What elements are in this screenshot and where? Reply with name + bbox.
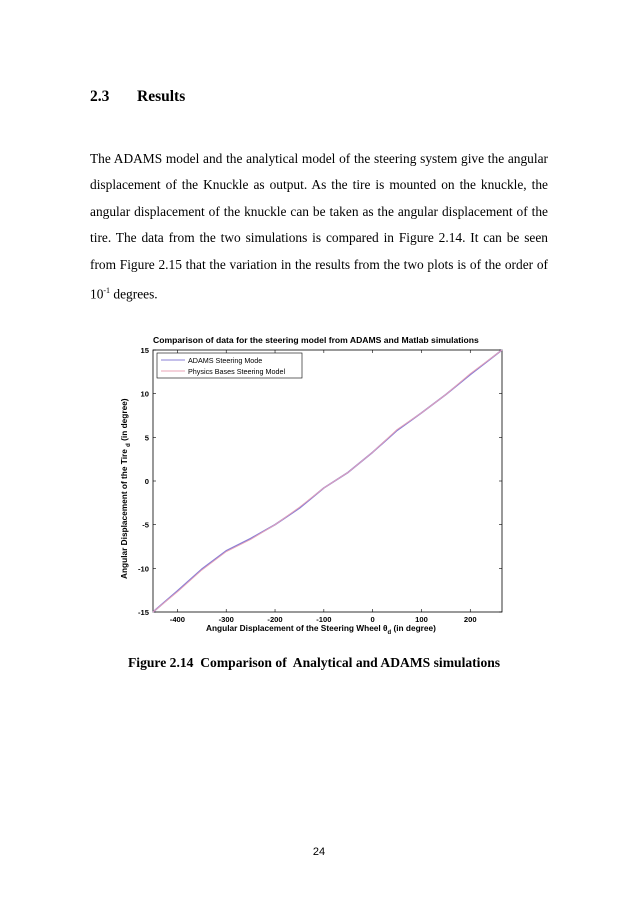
x-axis-label bbox=[206, 623, 436, 636]
legend-label-physics: Physics Bases Steering Model bbox=[188, 367, 286, 376]
y-tick-label: -15 bbox=[138, 608, 149, 617]
x-axis-label-suffix: (in degree) bbox=[391, 623, 436, 633]
body-paragraph bbox=[90, 146, 548, 308]
svg-text:Angular Displacement of the St bbox=[206, 623, 436, 636]
chart-title: Comparison of data for the steering model from ADAMS and Matlab simulations bbox=[153, 335, 479, 345]
y-axis-label-suffix: (in degree) bbox=[119, 398, 129, 444]
comparison-chart bbox=[110, 326, 520, 642]
plot-area bbox=[153, 350, 502, 612]
x-tick-label: -100 bbox=[316, 615, 332, 624]
y-axis-label-text: Angular Displacement of the Tire bbox=[119, 446, 129, 579]
y-tick-label: 10 bbox=[140, 389, 149, 399]
y-tick-label: 0 bbox=[144, 477, 149, 486]
x-tick-label: 100 bbox=[415, 615, 428, 624]
paragraph-superscript: -1 bbox=[103, 286, 111, 296]
y-axis-label bbox=[119, 398, 132, 579]
y-tick-label: -10 bbox=[138, 564, 149, 574]
x-axis-label-text: Angular Displacement of the Steering Wheel θ bbox=[206, 623, 388, 633]
x-tick-label: 200 bbox=[463, 615, 477, 624]
paragraph-text-end: degrees. bbox=[110, 286, 158, 302]
y-axis-label-sub: d bbox=[126, 443, 132, 447]
x-tick-label: -400 bbox=[169, 615, 186, 624]
section-title: Results bbox=[137, 88, 186, 105]
x-axis-label-sub: d bbox=[387, 630, 392, 636]
legend-label-adams: ADAMS Steering Mode bbox=[188, 356, 263, 365]
x-tick-label: -300 bbox=[218, 615, 234, 624]
y-tick-label: 15 bbox=[140, 346, 149, 355]
paragraph-text: The ADAMS model and the analytical model of the steering system give the angular displacement of the Knuckle as output. As the tire is mounted on the knuckle, the angular displacement of the knuckle can be taken as the angular displacement of the tire. The data from the two simulations is compared in Figure 2.14. It can be seen from Figure 2.15 that the variation in the results from the two plots is of the order of 10 bbox=[90, 151, 548, 302]
section-number: 2.3 bbox=[90, 88, 110, 105]
page-number: 24 bbox=[312, 846, 326, 858]
section-heading bbox=[90, 88, 185, 106]
svg-text:Angular Displacement of the Ti bbox=[119, 398, 132, 579]
y-tick-label: 5 bbox=[144, 433, 149, 443]
figure-caption: Figure 2.14 Comparison of Analytical and ADAMS simulations bbox=[128, 655, 501, 670]
x-tick-label: 0 bbox=[370, 615, 375, 624]
x-tick-label: -200 bbox=[267, 615, 283, 624]
legend bbox=[157, 353, 302, 378]
y-tick-label: -5 bbox=[142, 520, 149, 530]
